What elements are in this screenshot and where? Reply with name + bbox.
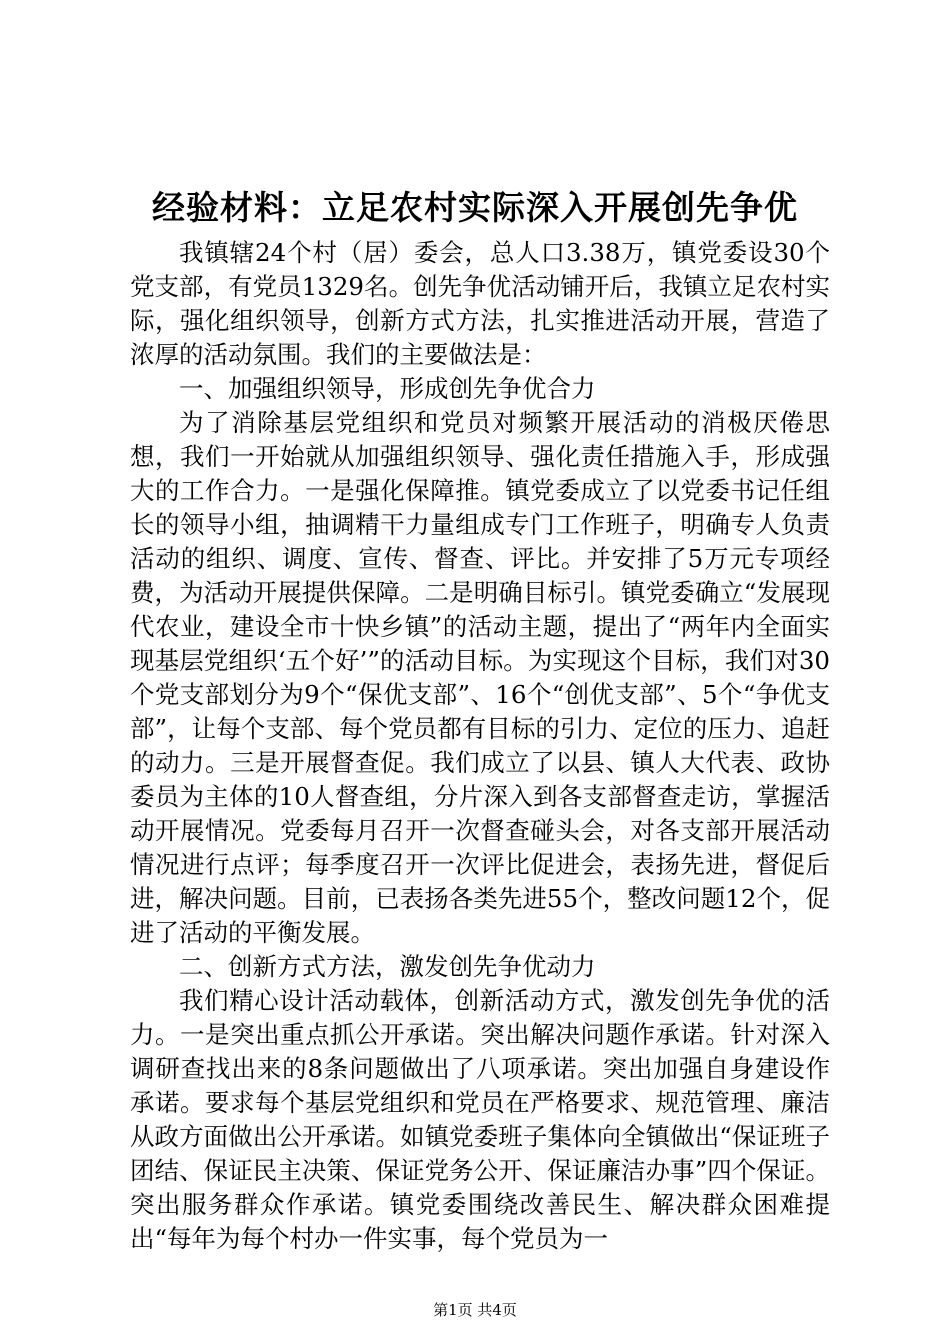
paragraph-section-2: 我们精心设计活动载体，创新活动方式，激发创先争优的活力。一是突出重点抓公开承诺。突出解决问题作承诺。针对深入调研查找出来的8条问题做出了八项承诺。突出加强自身建设作承诺。要求每个基层党组织和党员在严格要求、规范管理、廉洁从政方面做出公开承诺。如镇党委班子集体向全镇做出“保证班子团结、保证民主决策、保证党务公开、保证廉洁办事”四个保证。突出服务群众作承诺。镇党委围绕改善民生、解决群众困难提出“每年为每个村办一件实事，每个党员为一 [130,986,830,1253]
section-heading-2: 二、创新方式方法，激发创先争优动力 [179,952,596,981]
document-body [130,236,830,1256]
page-footer: 第1页 共4页 [433,1301,517,1319]
document-title: 经验材料：立足农村实际深入开展创先争优 [152,188,798,227]
section-heading-1: 一、加强组织领导，形成创先争优合力 [179,374,596,403]
paragraph-section-1: 为了消除基层党组织和党员对频繁开展活动的消极厌倦思想，我们一开始就从加强组织领导、强化责任措施入手，形成强大的工作合力。一是强化保障推。镇党委成立了以党委书记任组长的领导小组，抽调精干力量组成专门工作班子，明确专人负责活动的组织、调度、宣传、督查、评比。并安排了5万元专项经费，为活动开展提供保障。二是明确目标引。镇党委确立“发展现代农业，建设全市十快乡镇”的活动主题，提出了“两年内全面实现基层党组织‘五个好’”的活动目标。为实现这个目标，我们对30个党支部划分为9个“保优支部”、16个“创优支部”、5个“争优支部”，让每个支部、每个党员都有目标的引力、定位的压力、追赶的动力。三是开展督查促。我们成立了以县、镇人大代表、政协委员为主体的10人督查组，分片深入到各支部督查走访，掌握活动开展情况。党委每月召开一次督查碰头会，对各支部开展活动情况进行点评；每季度召开一次评比促进会，表扬先进，督促后进，解决问题。目前，已表扬各类先进55个，整改问题12个，促进了活动的平衡发展。 [130,408,830,947]
paragraph-intro: 我镇辖24个村（居）委会，总人口3.38万，镇党委设30个党支部，有党员1329名。创先争优活动铺开后，我镇立足农村实际，强化组织领导，创新方式方法，扎实推进活动开展，营造了浓厚的活动氛围。我们的主要做法是： [130,238,830,369]
